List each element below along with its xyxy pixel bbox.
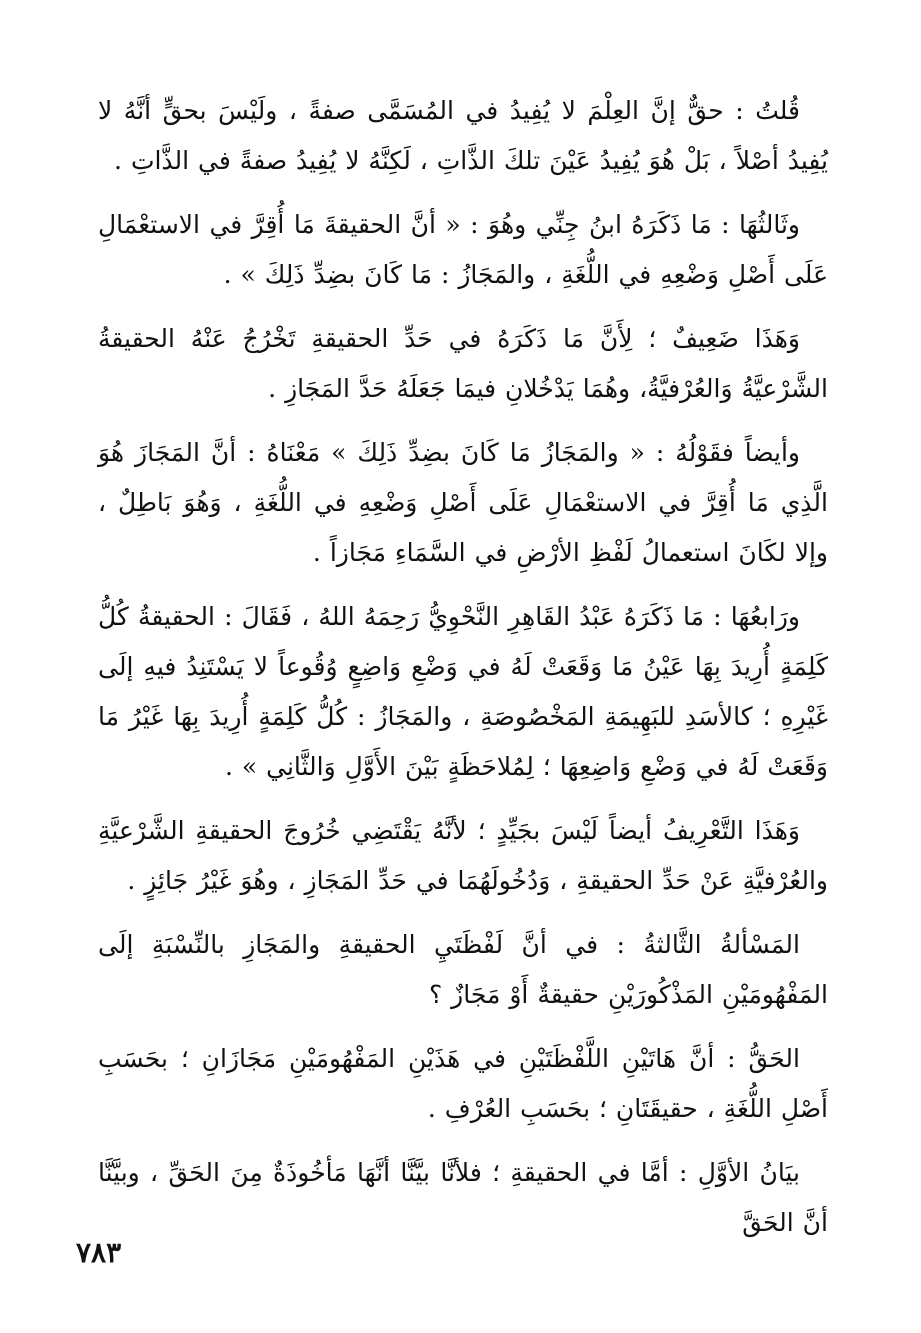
- paragraph-third-definition: وثَالثُهَا : مَا ذَكَرَهُ ابنُ جِنِّي وهُوَ : « أنَّ الحقيقةَ مَا أُقِرَّ في الاستعْمَالِ عَلَى أَصْلِ وَضْعِهِ في اللُّغَةِ ، والمَجَازُ : مَا كَانَ بضِدِّ ذَلِكَ » .: [98, 210, 828, 289]
- page-number: ٧٨٣: [76, 1236, 122, 1269]
- paragraph-the-truth: الحَقُّ : أنَّ هَاتَيْنِ اللَّفْظَتَيْنِ في هَذَيْنِ المَفْهُومَيْنِ مَجَازَانِ ؛ بحَسَبِ أَصْلِ اللُّغَةِ ، حقيقَتَانِ ؛ بحَسَبِ العُرْفِ .: [98, 1044, 828, 1123]
- paragraph-also-his-saying: وأيضاً فقَوْلُهُ : « والمَجَازُ مَا كَانَ بضِدِّ ذَلِكَ » مَعْنَاهُ : أنَّ المَجَازَ هُوَ الَّذِي مَا أُقِرَّ في الاستعْمَالِ عَلَى أَصْلِ وَضْعِهِ في اللُّغَةِ ، وَهُوَ بَاطِلٌ ، وإلا لكَانَ استعمالُ لَفْظِ الأرْضِ في السَّمَاءِ مَجَازاً .: [98, 438, 828, 567]
- paragraph-weak-objection: وَهَذَا ضَعِيفٌ ؛ لِأَنَّ مَا ذَكَرَهُ في حَدِّ الحقيقةِ تَخْرُجُ عَنْهُ الحقيقةُ الشَّرْعيَّةُ وَالعُرْفيَّةُ، وهُمَا يَدْخُلانِ فيمَا جَعَلَهُ حَدَّ المَجَازِ .: [98, 324, 828, 403]
- paragraph-definition-critique: وَهَذَا التَّعْرِيفُ أيضاً لَيْسَ بجَيِّدٍ ؛ لأنَّهُ يَقْتَضِي خُرُوجَ الحقيقةِ الشَّرْعيَّةِ والعُرْفيَّةِ عَنْ حَدِّ الحقيقةِ ، وَدُخُولَهُمَا في حَدِّ المَجَازِ ، وهُوَ غَيْرُ جَائِزٍ .: [98, 816, 828, 895]
- page-text: [98, 86, 828, 1256]
- paragraph-fourth-definition: ورَابعُهَا : مَا ذَكَرَهُ عَبْدُ القَاهِرِ النَّحْوِيُّ رَحِمَهُ اللهُ ، فَقَالَ : الحقيقةُ كُلُّ كَلِمَةٍ أُرِيدَ بِهَا عَيْنُ مَا وَقَعَتْ لَهُ في وَضْعِ وَاضِعٍ وُقُوعاً لا يَسْتَنِدُ فيهِ إلَى غَيْرِهِ ؛ كالأسَدِ للبَهِيمَةِ المَخْصُوصَةِ ، والمَجَازُ : كُلُّ كَلِمَةٍ أُرِيدَ بِهَا غَيْرُ مَا وَقَعَتْ لَهُ في وَضْعِ وَاضِعِهَا ؛ لِمُلاحَظَةٍ بَيْنَ الأَوَّلِ وَالثَّانِي » .: [98, 602, 828, 781]
- paragraph-qultu: قُلتُ : حقٌّ إنَّ العِلْمَ لا يُفِيدُ في المُسَمَّى صفةً ، ولَيْسَ بحقٍّ أنَّهُ لا يُفِيدُ أصْلاً ، بَلْ هُوَ يُفِيدُ عَيْنَ تلكَ الذَّاتِ ، لَكِنَّهُ لا يُفِيدُ صفةً في الذَّاتِ .: [98, 96, 828, 175]
- paragraph-explanation-first: بيَانُ الأوَّلِ : أمَّا في الحقيقةِ ؛ فلأنَّا بيَّنَّا أنَّهَا مَأخُوذَةٌ مِنَ الحَقِّ ، وبيَّنَّا أنَّ الحَقَّ: [98, 1158, 828, 1237]
- paragraph-third-question: المَسْألةُ الثَّالثةُ : في أنَّ لَفْظَتَيِ الحقيقةِ والمَجَازِ بالنِّسْبَةِ إلَى المَفْهُومَيْنِ المَذْكُورَيْنِ حقيقةٌ أَوْ مَجَازٌ ؟: [98, 930, 828, 1009]
